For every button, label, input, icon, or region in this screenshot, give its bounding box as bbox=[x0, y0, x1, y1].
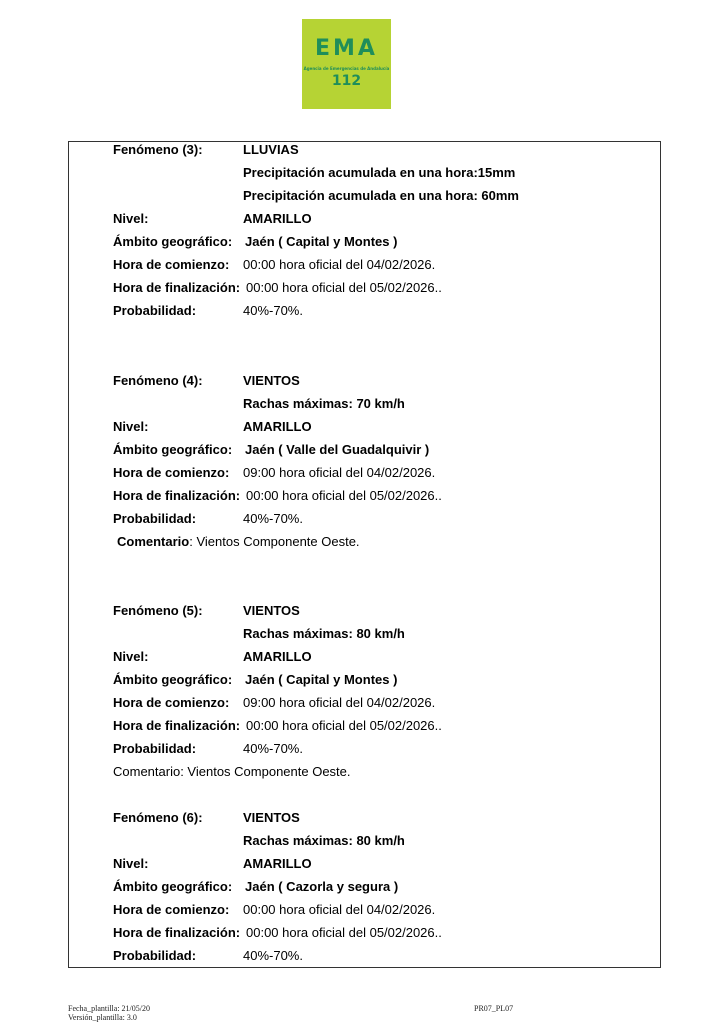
start-label: Hora de comienzo: bbox=[113, 465, 230, 480]
probability-label: Probabilidad: bbox=[113, 511, 197, 526]
logo-subtitle: Agencia de Emergencias de Andalucía bbox=[303, 66, 390, 71]
phenomenon-label: Fenómeno (5): bbox=[113, 603, 203, 618]
probability-label: Probabilidad: bbox=[113, 741, 197, 756]
end-label: Hora de finalización: bbox=[113, 280, 241, 295]
probability-value: 40%-70%. bbox=[243, 511, 303, 526]
start-value: 09:00 hora oficial del 04/02/2026. bbox=[243, 465, 436, 480]
level-value: AMARILLO bbox=[243, 649, 312, 664]
start-label: Hora de comienzo: bbox=[113, 902, 230, 917]
level-label: Nivel: bbox=[113, 419, 149, 434]
level-label: Nivel: bbox=[113, 649, 149, 664]
phenomenon-label: Fenómeno (6): bbox=[113, 810, 203, 825]
area-value: Jaén ( Cazorla y segura ) bbox=[245, 879, 399, 894]
phenomenon-value: VIENTOS bbox=[243, 373, 300, 388]
area-label: Ámbito geográfico: bbox=[113, 442, 233, 457]
level-label: Nivel: bbox=[113, 211, 149, 226]
comment-label: Comentario bbox=[117, 534, 190, 549]
end-label: Hora de finalización: bbox=[113, 488, 241, 503]
footer-template-date: Fecha_plantilla: 21/05/20 bbox=[68, 1004, 150, 1013]
footer-document-code: PR07_PL07 bbox=[474, 1004, 514, 1013]
phenomenon-label: Fenómeno (4): bbox=[113, 373, 203, 388]
end-value: 00:00 hora oficial del 05/02/2026.. bbox=[246, 718, 442, 733]
start-value: 00:00 hora oficial del 04/02/2026. bbox=[243, 902, 436, 917]
area-value: Jaén ( Capital y Montes ) bbox=[245, 672, 398, 687]
phenomenon-value: VIENTOS bbox=[243, 603, 300, 618]
end-label: Hora de finalización: bbox=[113, 925, 241, 940]
probability-value: 40%-70%. bbox=[243, 948, 303, 963]
probability-value: 40%-70%. bbox=[243, 741, 303, 756]
ema-logo bbox=[302, 19, 391, 109]
end-value: 00:00 hora oficial del 05/02/2026.. bbox=[246, 488, 442, 503]
area-label: Ámbito geográfico: bbox=[113, 879, 233, 894]
phenomenon-value: VIENTOS bbox=[243, 810, 300, 825]
area-value: Jaén ( Capital y Montes ) bbox=[245, 234, 398, 249]
area-label: Ámbito geográfico: bbox=[113, 234, 233, 249]
area-label: Ámbito geográfico: bbox=[113, 672, 233, 687]
level-value: AMARILLO bbox=[243, 211, 312, 226]
end-value: 00:00 hora oficial del 05/02/2026.. bbox=[246, 925, 442, 940]
level-label: Nivel: bbox=[113, 856, 149, 871]
probability-value: 40%-70%. bbox=[243, 303, 303, 318]
end-label: Hora de finalización: bbox=[113, 718, 241, 733]
phenomenon-detail: Rachas máximas: 80 km/h bbox=[243, 833, 405, 848]
start-label: Hora de comienzo: bbox=[113, 257, 230, 272]
phenomenon-detail: Rachas máximas: 80 km/h bbox=[243, 626, 405, 641]
comment: Comentario: Vientos Componente Oeste. bbox=[113, 764, 351, 779]
logo-name: EMA bbox=[315, 36, 378, 61]
level-value: AMARILLO bbox=[243, 419, 312, 434]
probability-label: Probabilidad: bbox=[113, 303, 197, 318]
logo-number: 112 bbox=[331, 73, 362, 89]
phenomenon-value: LLUVIAS bbox=[243, 142, 299, 157]
start-value: 00:00 hora oficial del 04/02/2026. bbox=[243, 257, 436, 272]
start-label: Hora de comienzo: bbox=[113, 695, 230, 710]
phenomenon-label: Fenómeno (3): bbox=[113, 142, 203, 157]
comment bbox=[117, 534, 360, 550]
phenomenon-detail: Precipitación acumulada en una hora: 60mm bbox=[243, 188, 519, 203]
start-value: 09:00 hora oficial del 04/02/2026. bbox=[243, 695, 436, 710]
phenomenon-detail: Precipitación acumulada en una hora:15mm bbox=[243, 165, 516, 180]
level-value: AMARILLO bbox=[243, 856, 312, 871]
end-value: 00:00 hora oficial del 05/02/2026.. bbox=[246, 280, 442, 295]
area-value: Jaén ( Valle del Guadalquivir ) bbox=[245, 442, 430, 457]
comment-text: : Vientos Componente Oeste. bbox=[189, 534, 360, 549]
probability-label: Probabilidad: bbox=[113, 948, 197, 963]
phenomenon-detail: Rachas máximas: 70 km/h bbox=[243, 396, 405, 411]
footer-template-version: Versión_plantilla: 3.0 bbox=[68, 1013, 137, 1022]
